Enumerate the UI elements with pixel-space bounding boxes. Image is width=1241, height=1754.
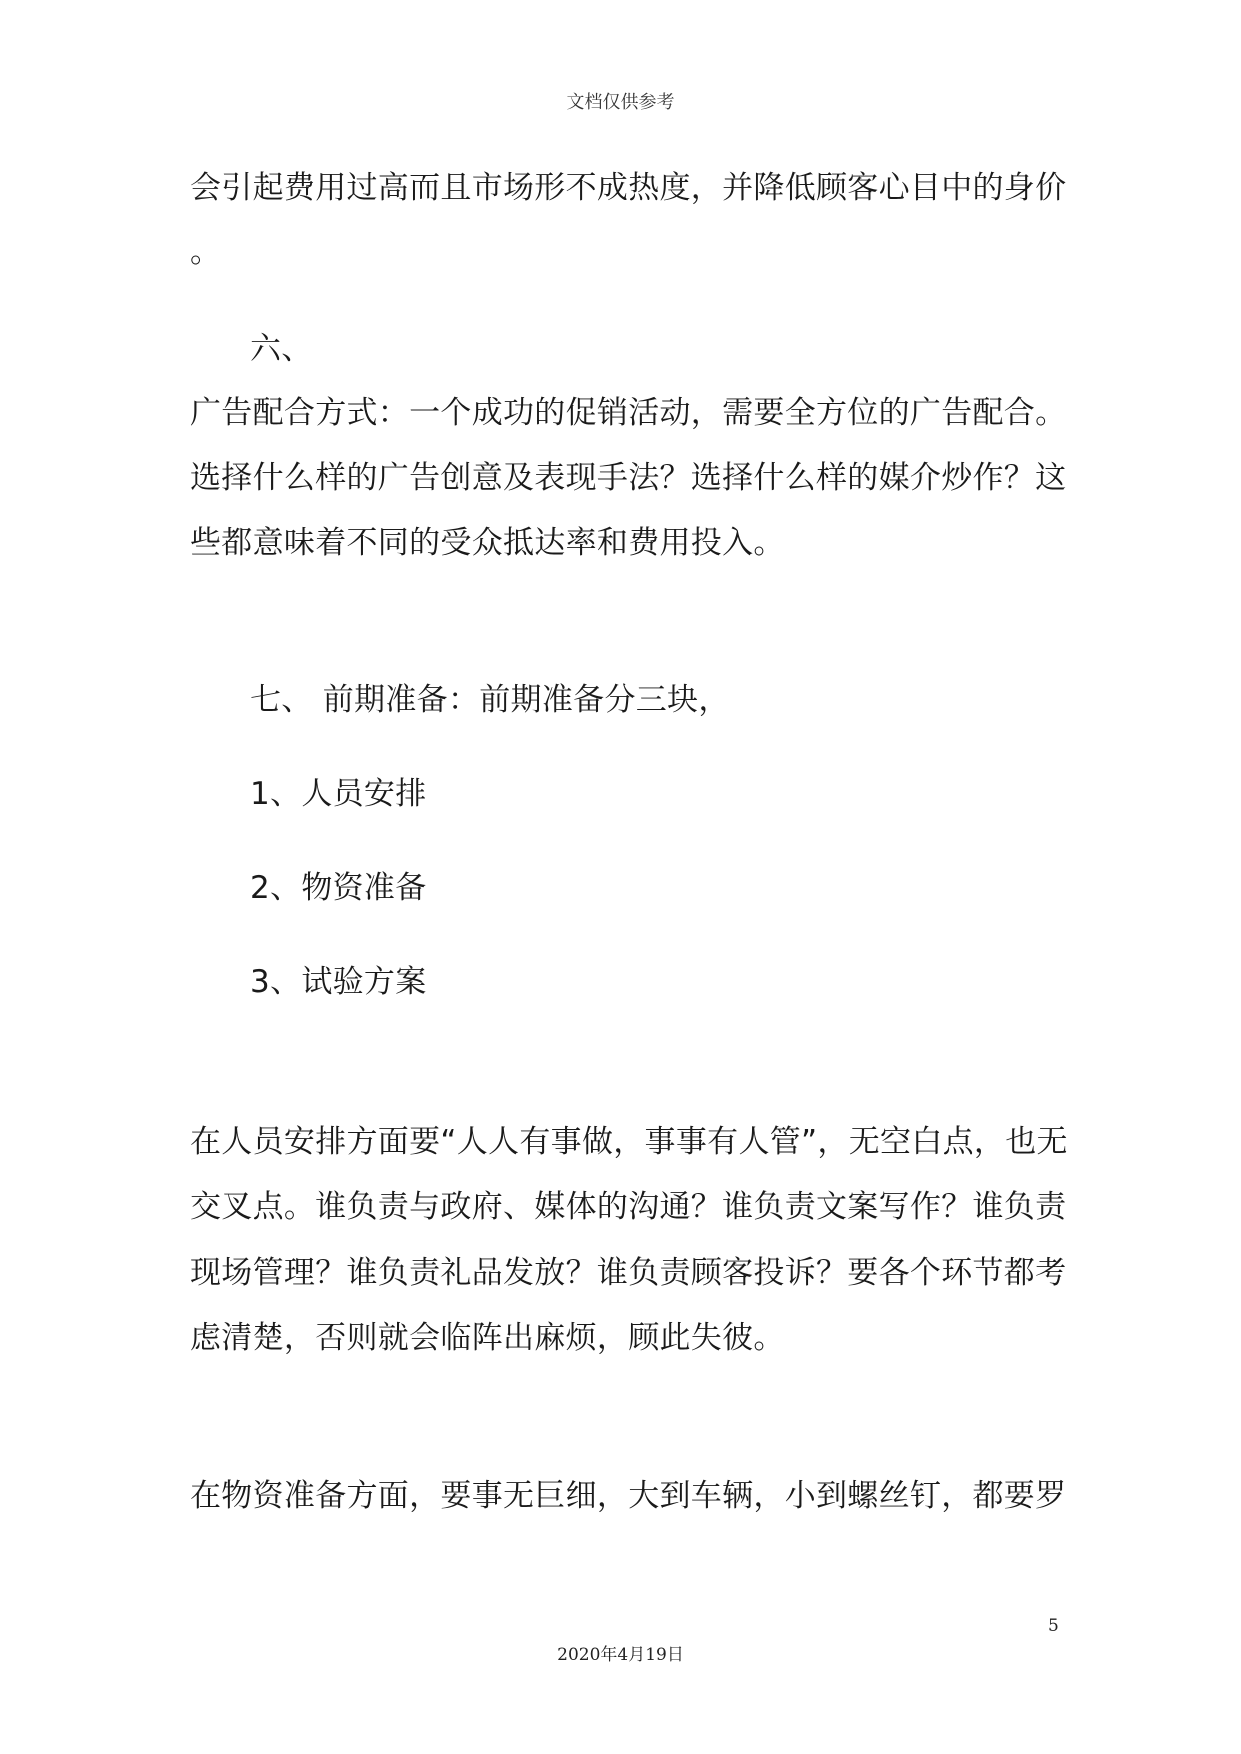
section-heading-seven: 七、 前期准备：前期准备分三块， [250, 682, 730, 718]
paragraph-line: 。 [190, 234, 222, 270]
paragraph-line: 广告配合方式：一个成功的促销活动，需要全方位的广告配合。 [190, 395, 1067, 431]
section-heading-six: 六、 [250, 331, 313, 367]
document-footer-date: 2020年4月19日 [557, 1645, 684, 1665]
paragraph-line: 虑清楚，否则就会临阵出麻烦，顾此失彼。 [190, 1320, 785, 1356]
list-item: 1、人员安排 [250, 776, 427, 812]
paragraph-line: 些都意味着不同的受众抵达率和费用投入。 [190, 525, 785, 561]
paragraph-line: 选择什么样的广告创意及表现手法？选择什么样的媒介炒作？这 [190, 460, 1067, 496]
paragraph-line: 在人员安排方面要“人人有事做，事事有人管”，无空白点，也无 [190, 1124, 1068, 1160]
paragraph-line: 在物资准备方面，要事无巨细，大到车辆，小到螺丝钉，都要罗 [190, 1478, 1067, 1514]
list-item: 2、物资准备 [250, 870, 427, 906]
paragraph-line: 现场管理？谁负责礼品发放？谁负责顾客投诉？要各个环节都考 [190, 1255, 1067, 1291]
paragraph-line: 会引起费用过高而且市场形不成热度，并降低顾客心目中的身价 [190, 170, 1067, 206]
document-header: 文档仅供参考 [566, 92, 675, 113]
list-item: 3、试验方案 [250, 964, 427, 1000]
page-number: 5 [1048, 1616, 1059, 1636]
paragraph-line: 交叉点。谁负责与政府、媒体的沟通？谁负责文案写作？谁负责 [190, 1189, 1067, 1225]
